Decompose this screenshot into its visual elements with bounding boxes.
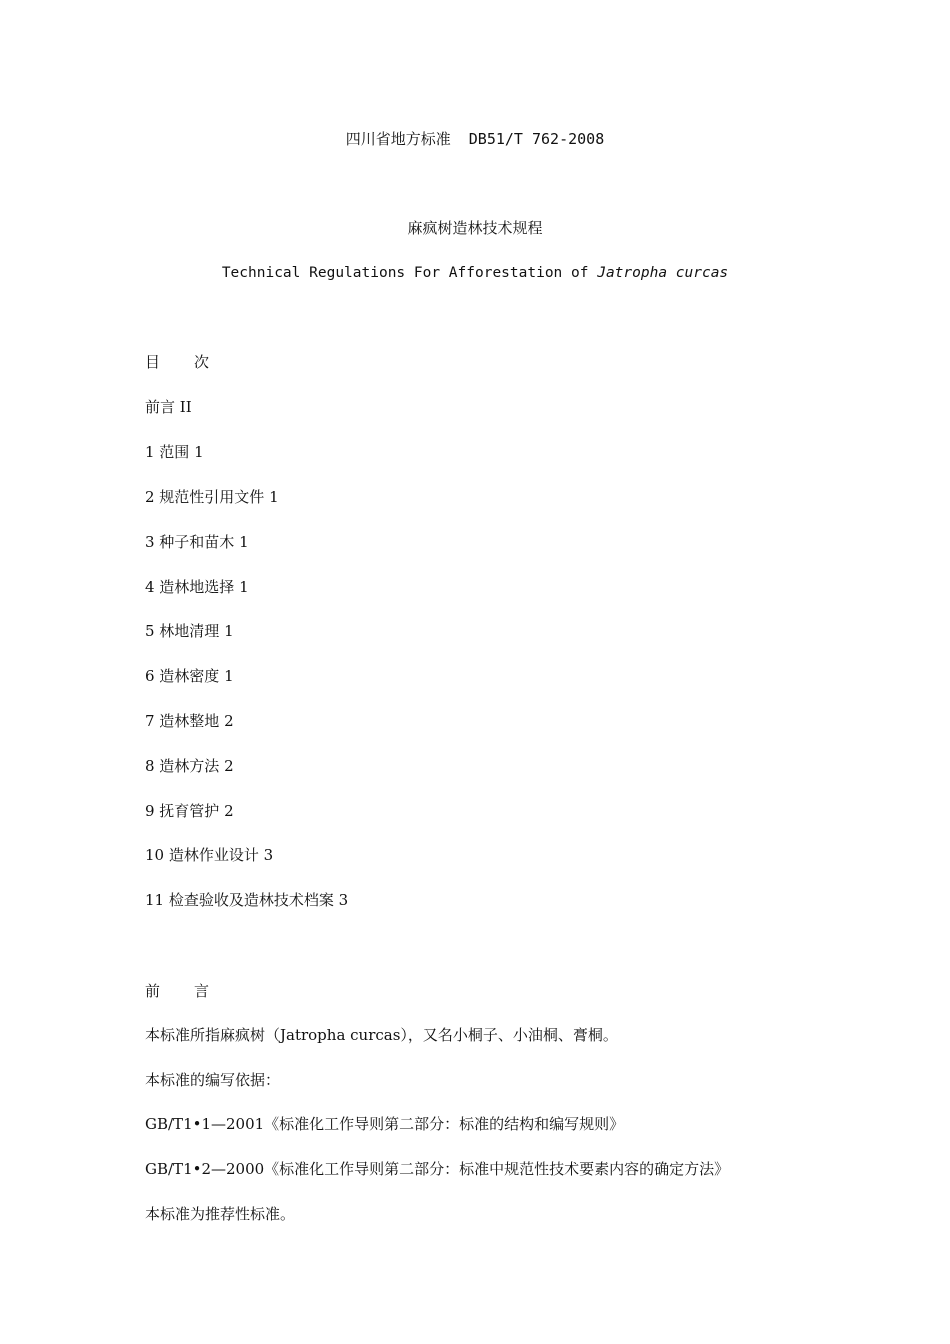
toc-item: 8 造林方法 2 [145, 757, 234, 775]
toc-item: 11 检查验收及造林技术档案 3 [145, 891, 349, 909]
toc-item: 前言 II [145, 398, 192, 416]
foreword-heading-right: 言 [194, 982, 210, 1000]
foreword-heading [145, 981, 209, 1001]
standard-label: 四川省地方标准 [345, 130, 451, 148]
toc-item: 1 范围 1 [145, 443, 204, 461]
toc-heading-left: 目 [145, 353, 161, 371]
toc-item: 4 造林地选择 1 [145, 578, 249, 596]
toc-heading-right: 次 [194, 353, 210, 371]
toc-item: 7 造林整地 2 [145, 712, 234, 730]
toc-item: 3 种子和苗木 1 [145, 533, 249, 551]
document-title-en [0, 263, 950, 283]
foreword-paragraph: 本标准的编写依据： [145, 1071, 281, 1089]
document-title-zh: 麻疯树造林技术规程 [407, 219, 543, 237]
standard-code: DB51/T 762-2008 [468, 130, 605, 148]
title-en-prefix: Technical Regulations For Afforestation of [221, 265, 589, 281]
toc-heading [145, 352, 209, 372]
toc-item: 6 造林密度 1 [145, 667, 234, 685]
toc-item: 9 抚育管护 2 [145, 802, 234, 820]
foreword-paragraph: GB/T1•2—2000《标准化工作导则第二部分：标准中规范性技术要素内容的确定方法》 [145, 1160, 730, 1178]
title-en-species: Jatropha curcas [597, 265, 729, 281]
foreword-paragraph: 本标准所指麻疯树（Jatropha curcas），又名小桐子、小油桐、膏桐。 [145, 1026, 618, 1044]
standard-header [0, 129, 950, 149]
foreword-heading-left: 前 [145, 982, 161, 1000]
toc-item: 10 造林作业设计 3 [145, 846, 274, 864]
toc-item: 2 规范性引用文件 1 [145, 488, 279, 506]
foreword-paragraph: GB/T1•1—2001《标准化工作导则第二部分：标准的结构和编写规则》 [145, 1115, 625, 1133]
toc-item: 5 林地清理 1 [145, 622, 234, 640]
foreword-paragraph: 本标准为推荐性标准。 [145, 1205, 296, 1223]
